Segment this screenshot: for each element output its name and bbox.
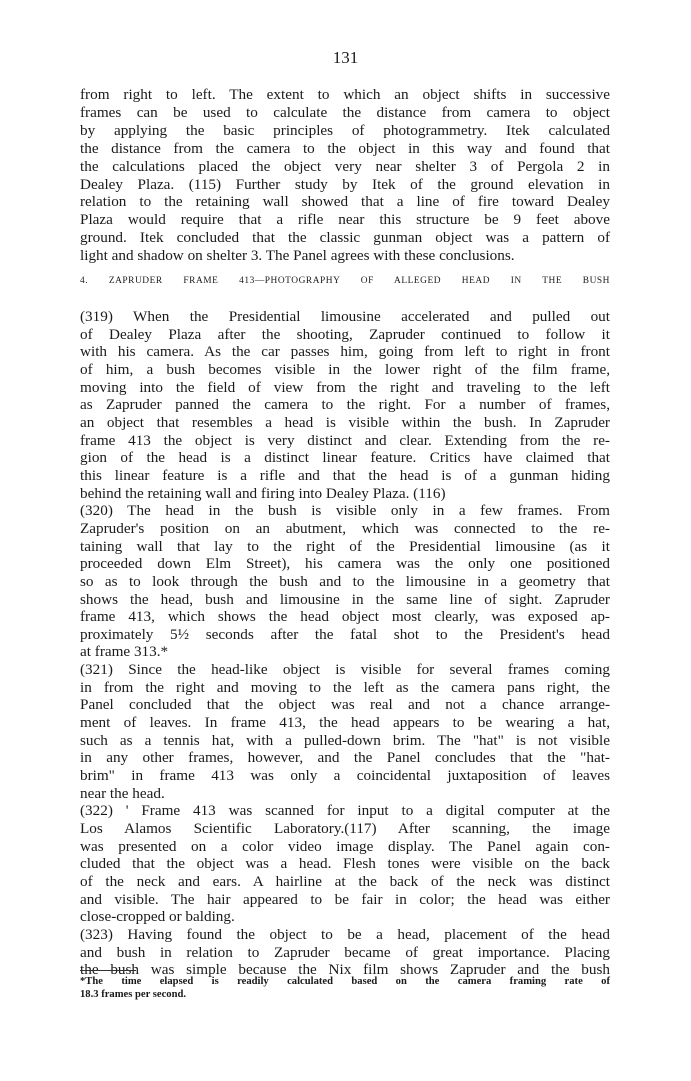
text-line: with his camera. As the car passes him, going from left to right in front — [80, 343, 610, 361]
text-line: brim" in frame 413 was only a coincidental juxtaposition of leaves — [80, 767, 610, 785]
text-line: and visible. The hair appeared to be fair in color; the head was either — [80, 890, 610, 908]
text-line: frame 413, which shows the head object most clearly, was exposed ap- — [80, 608, 610, 626]
text-line: close-cropped or balding. — [80, 908, 235, 926]
text-line: the bush was simple because the Nix film shows Zapruder and the bush — [80, 961, 610, 979]
text-line: of the neck and ears. A hairline at the back of the neck was distinct — [80, 873, 610, 890]
text-line: (320) The head in the bush is visible only in a few frames. From — [80, 502, 610, 520]
text-line: shows the head, bush and limousine in the same line of sight. Zapruder — [80, 590, 610, 608]
text-line: frame 413 the object is very distinct and clear. Extending from the re- — [80, 431, 610, 449]
text-line: (322) ' Frame 413 was scanned for input to a digital computer at the — [80, 802, 610, 820]
text-line: this linear feature is a rifle and that the head is of a gunman hiding — [80, 466, 610, 484]
text-line: frames can be used to calculate the distance from camera to object — [80, 103, 610, 121]
intro-paragraph — [80, 86, 610, 265]
text-line: ment of leaves. In frame 413, the head appears to be wearing a hat, — [80, 714, 610, 732]
text-line: cluded that the object was a head. Flesh tones were visible on the back — [80, 855, 610, 873]
footnote-divider — [80, 970, 136, 971]
text-line: and bush in relation to Zapruder became of great importance. Placing — [80, 943, 610, 961]
footnote-line: 18.3 frames per second. — [80, 989, 187, 1000]
text-line: at frame 313.* — [80, 643, 169, 661]
text-line: as Zapruder panned the camera to the right. For a number of frames, — [80, 396, 610, 414]
text-line: Panel concluded that the object was real and not a chance arrange- — [80, 696, 610, 714]
text-line: of Dealey Plaza after the shooting, Zapruder continued to follow it — [80, 325, 610, 343]
body-paragraphs — [80, 308, 610, 979]
text-line: of him, a bush becomes visible in the lower right of the film frame, — [80, 360, 610, 378]
text-line: taining wall that lay to the right of the Presidential limousine (as it — [80, 537, 610, 555]
text-line: Plaza would require that a rifle near this structure be 9 feet above — [80, 211, 610, 229]
text-line: proximately 5½ seconds after the fatal shot to the President's head — [80, 625, 610, 643]
text-line: moving into the field of view from the right and traveling to the left — [80, 378, 610, 396]
text-line: (319) When the Presidential limousine accelerated and pulled out — [80, 308, 610, 325]
text-line: behind the retaining wall and firing into Dealey Plaza. (116) — [80, 484, 446, 502]
text-line: in any other frames, however, and the Panel concludes that the "hat- — [80, 749, 610, 767]
text-line: (323) Having found the object to be a head, placement of the head — [80, 925, 610, 943]
text-line: near the head. — [80, 784, 165, 802]
text-line: Los Alamos Scientific Laboratory.(117) After scanning, the image — [80, 820, 610, 838]
text-line: from right to left. The extent to which an object shifts in successive — [80, 86, 610, 103]
text-line: Zapruder's position on an abutment, which was connected to the re- — [80, 519, 610, 537]
text-line: ground. Itek concluded that the classic gunman object was a pattern of — [80, 229, 610, 247]
page-number: 131 — [332, 48, 359, 67]
text-line: light and shadow on shelter 3. The Panel agrees with these conclusions. — [80, 247, 515, 265]
text-line: so as to look through the bush and to the limousine in a geometry that — [80, 572, 610, 590]
footnote — [80, 975, 610, 1001]
text-line: relation to the retaining wall showed that a line of fire toward Dealey — [80, 193, 610, 211]
text-line: Dealey Plaza. (115) Further study by Itek of the ground elevation in — [80, 175, 610, 193]
footnote-line: *The time elapsed is readily calculated based on the camera framing rate of — [80, 976, 610, 987]
text-line: was presented on a color video image display. The Panel again con- — [80, 837, 610, 855]
text-line: proceeded down Elm Street), his camera was the only one positioned — [80, 555, 610, 573]
text-line: the distance from the camera to the object in this way and found that — [80, 139, 610, 157]
text-line: an object that resembles a head is visible within the bush. In Zapruder — [80, 413, 610, 431]
text-line: in from the right and moving to the left as the camera pans right, the — [80, 678, 610, 696]
text-line: by applying the basic principles of photogrammetry. Itek calculated — [80, 121, 610, 139]
text-line: such as a tennis hat, with a pulled-down brim. The "hat" is not visible — [80, 731, 610, 749]
section-heading: 4. ZAPRUDER FRAME 413—PHOTOGRAPHY OF ALLEGED HEAD IN THE BUSH — [80, 276, 610, 286]
text-line: (321) Since the head-like object is visible for several frames coming — [80, 661, 610, 679]
text-line: gion of the head is a distinct linear feature. Critics have claimed that — [80, 449, 610, 467]
text-line: the calculations placed the object very near shelter 3 of Pergola 2 in — [80, 157, 610, 175]
